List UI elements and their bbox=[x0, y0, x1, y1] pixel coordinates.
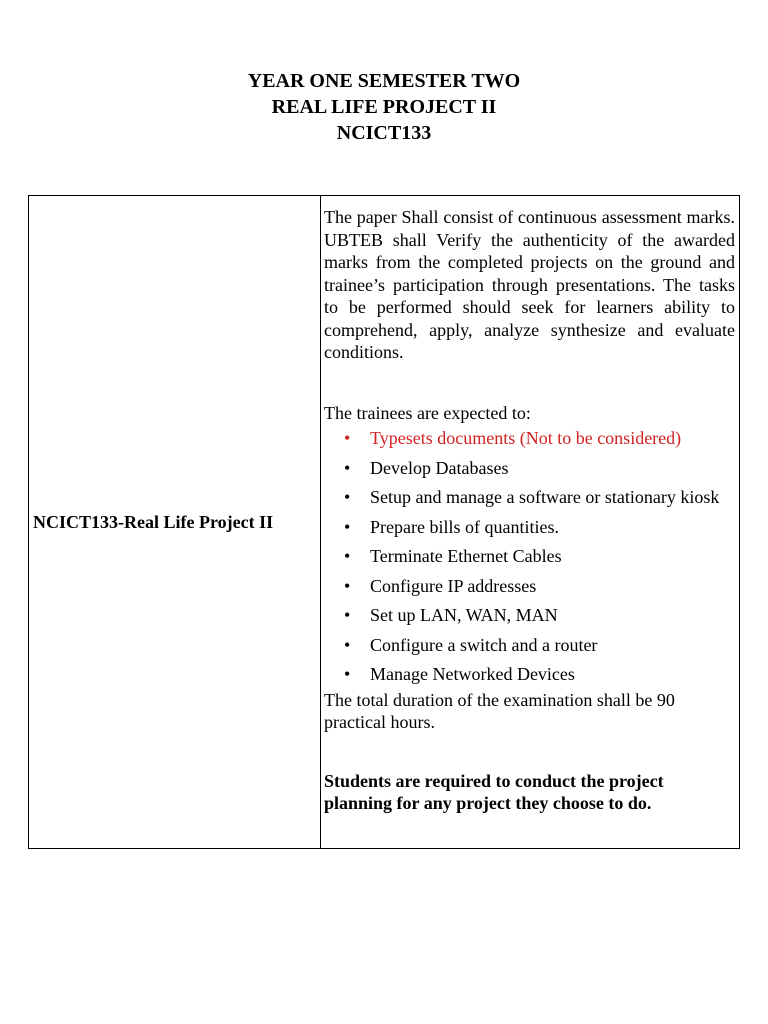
course-description-cell bbox=[321, 196, 740, 849]
list-item-text: Develop Databases bbox=[370, 457, 509, 478]
course-row bbox=[29, 196, 740, 849]
header-course-code: NCICT133 bbox=[336, 122, 432, 144]
list-item bbox=[324, 516, 735, 539]
bullet-icon: • bbox=[344, 516, 351, 537]
expectations-label: The trainees are expected to: bbox=[324, 402, 531, 423]
list-item-text: Set up LAN, WAN, MAN bbox=[370, 605, 558, 625]
task-list bbox=[324, 427, 735, 686]
list-item bbox=[324, 634, 735, 657]
list-item bbox=[324, 545, 735, 568]
course-table bbox=[28, 195, 740, 849]
bullet-icon: • bbox=[344, 428, 351, 448]
list-item bbox=[324, 427, 735, 450]
list-item-text: Typesets documents (Not to be considered) bbox=[370, 428, 682, 448]
planning-note: Students are required to conduct the project planning for any project they choose to do. bbox=[324, 770, 664, 813]
list-item-text: Terminate Ethernet Cables bbox=[370, 546, 562, 566]
list-item bbox=[324, 604, 735, 627]
list-item-text: Configure a switch and a router bbox=[370, 634, 598, 655]
course-code-cell: NCICT133-Real Life Project II bbox=[29, 196, 321, 849]
header-semester: YEAR ONE SEMESTER TWO bbox=[247, 70, 521, 92]
bullet-icon: • bbox=[344, 487, 351, 507]
bullet-icon: • bbox=[344, 664, 351, 684]
bullet-icon: • bbox=[344, 575, 351, 596]
bullet-icon: • bbox=[344, 457, 351, 478]
list-item bbox=[324, 486, 735, 509]
bullet-icon: • bbox=[344, 634, 351, 655]
list-item-text: Configure IP addresses bbox=[370, 575, 537, 596]
intro-paragraph: The paper Shall consist of continuous assessment marks. UBTEB shall Verify the authenticity of the awarded marks from the completed projects on the ground and trainee’s participation through presentations. The tasks to be performed should seek for learners ability to comprehend, apply, analyze synthesize and evaluate conditions. bbox=[324, 207, 735, 362]
bullet-icon: • bbox=[344, 605, 351, 625]
list-item-text: Prepare bills of quantities. bbox=[370, 516, 559, 537]
list-item-text: Setup and manage a software or stationary kiosk bbox=[370, 487, 720, 507]
list-item-text: Manage Networked Devices bbox=[370, 664, 575, 684]
bullet-icon: • bbox=[344, 546, 351, 566]
header-project-title: REAL LIFE PROJECT II bbox=[271, 96, 497, 118]
list-item bbox=[324, 457, 735, 480]
list-item bbox=[324, 663, 735, 686]
document-header bbox=[0, 68, 768, 146]
duration-paragraph: The total duration of the examination shall be 90 practical hours. bbox=[324, 689, 675, 732]
list-item bbox=[324, 575, 735, 598]
